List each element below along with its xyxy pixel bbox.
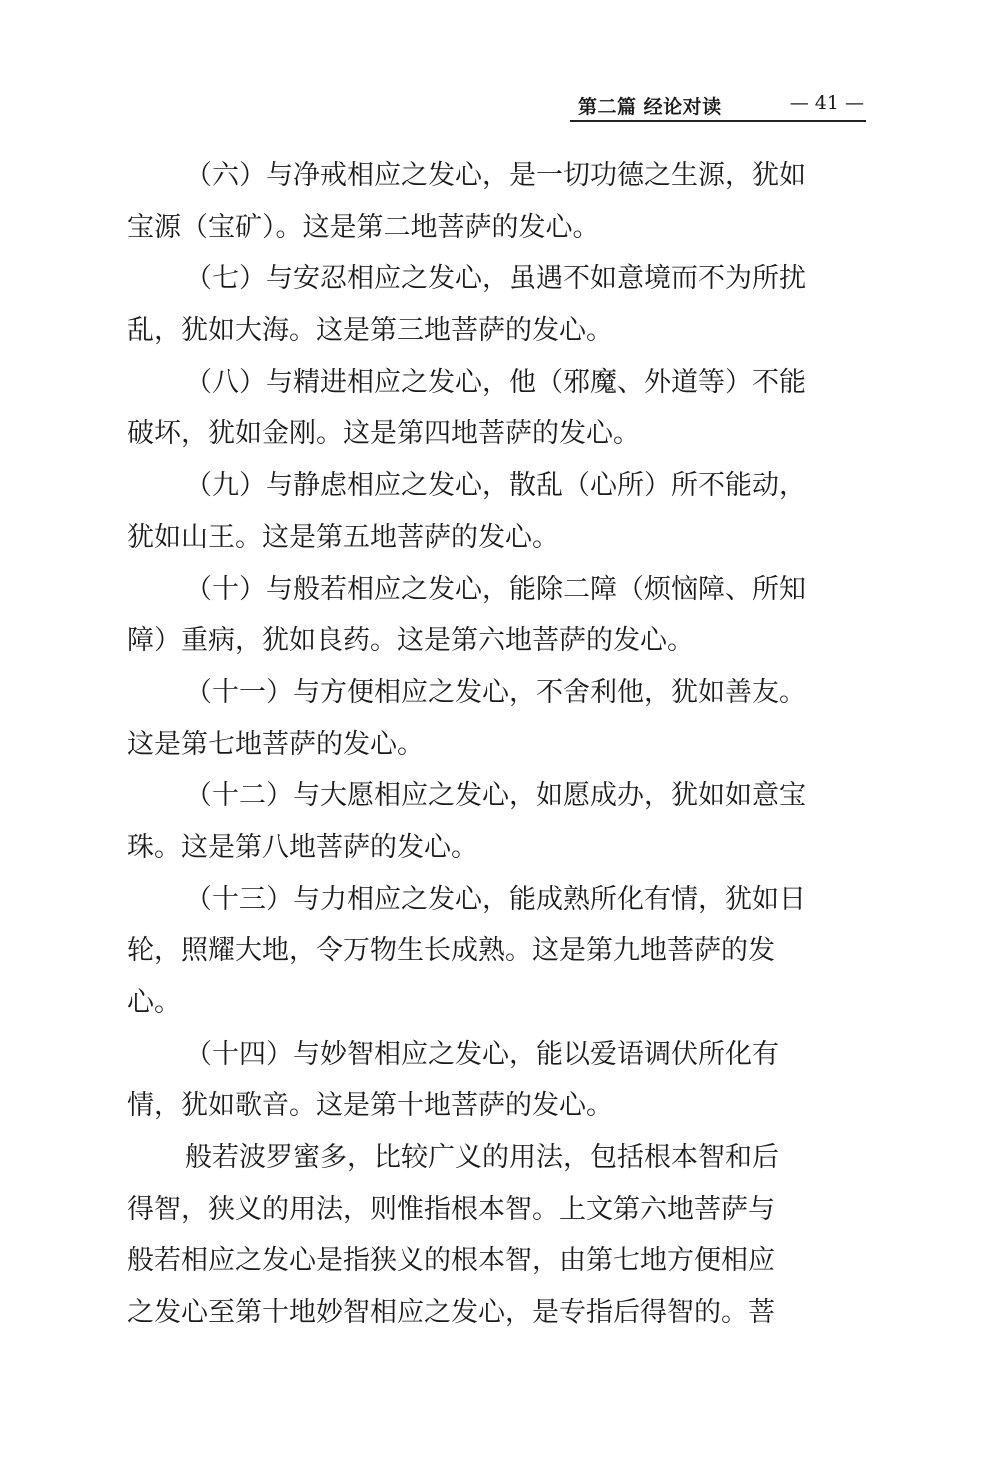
text-line: （十一）与方便相应之发心，不舍利他，犹如善友。 [185,676,806,708]
text-line: 破坏，犹如金刚。这是第四地菩萨的发心。 [127,418,640,450]
text-line: （七）与安忍相应之发心，虽遇不如意境而不为所扰 [185,263,806,295]
text-line: 轮，照耀大地，令万物生长成熟。这是第九地菩萨的发 [127,935,775,967]
text-line: （十四）与妙智相应之发心，能以爱语调伏所化有 [185,1038,779,1070]
text-line: （九）与静虑相应之发心，散乱（心所）所不能动， [185,470,806,502]
text-line: 障）重病，犹如良药。这是第六地菩萨的发心。 [127,625,694,657]
text-line: （八）与精进相应之发心，他（邪魔、外道等）不能 [185,366,806,398]
body-text [127,150,867,1339]
page-number: — 41 — [789,92,864,114]
text-line: 般若波罗蜜多，比较广义的用法，包括根本智和后 [185,1142,779,1174]
text-line: （十）与般若相应之发心，能除二障（烦恼障、所知 [185,573,806,605]
text-line: 情，犹如歌音。这是第十地菩萨的发心。 [127,1090,613,1122]
running-header [570,92,866,122]
text-line: 般若相应之发心是指狭义的根本智，由第七地方便相应 [127,1245,775,1277]
text-line: 宝源（宝矿）。这是第二地菩萨的发心。 [127,211,600,243]
text-line: 乱，犹如大海。这是第三地菩萨的发心。 [127,315,613,347]
text-line: （十三）与力相应之发心，能成熟所化有情，犹如日 [185,883,806,915]
text-line: （十二）与大愿相应之发心，如愿成办，犹如如意宝 [185,780,806,812]
text-line: 珠。这是第八地菩萨的发心。 [127,831,478,863]
text-line: 之发心至第十地妙智相应之发心，是专指后得智的。菩 [127,1297,775,1329]
text-line: （六）与净戒相应之发心，是一切功德之生源，犹如 [185,160,806,191]
text-line: 犹如山王。这是第五地菩萨的发心。 [127,521,559,553]
text-line: 心。 [127,987,181,1018]
section-title: 第二篇 经论对读 [578,96,722,118]
text-line: 这是第七地菩萨的发心。 [127,728,424,760]
text-line: 得智，狭义的用法，则惟指根本智。上文第六地菩萨与 [127,1193,775,1225]
